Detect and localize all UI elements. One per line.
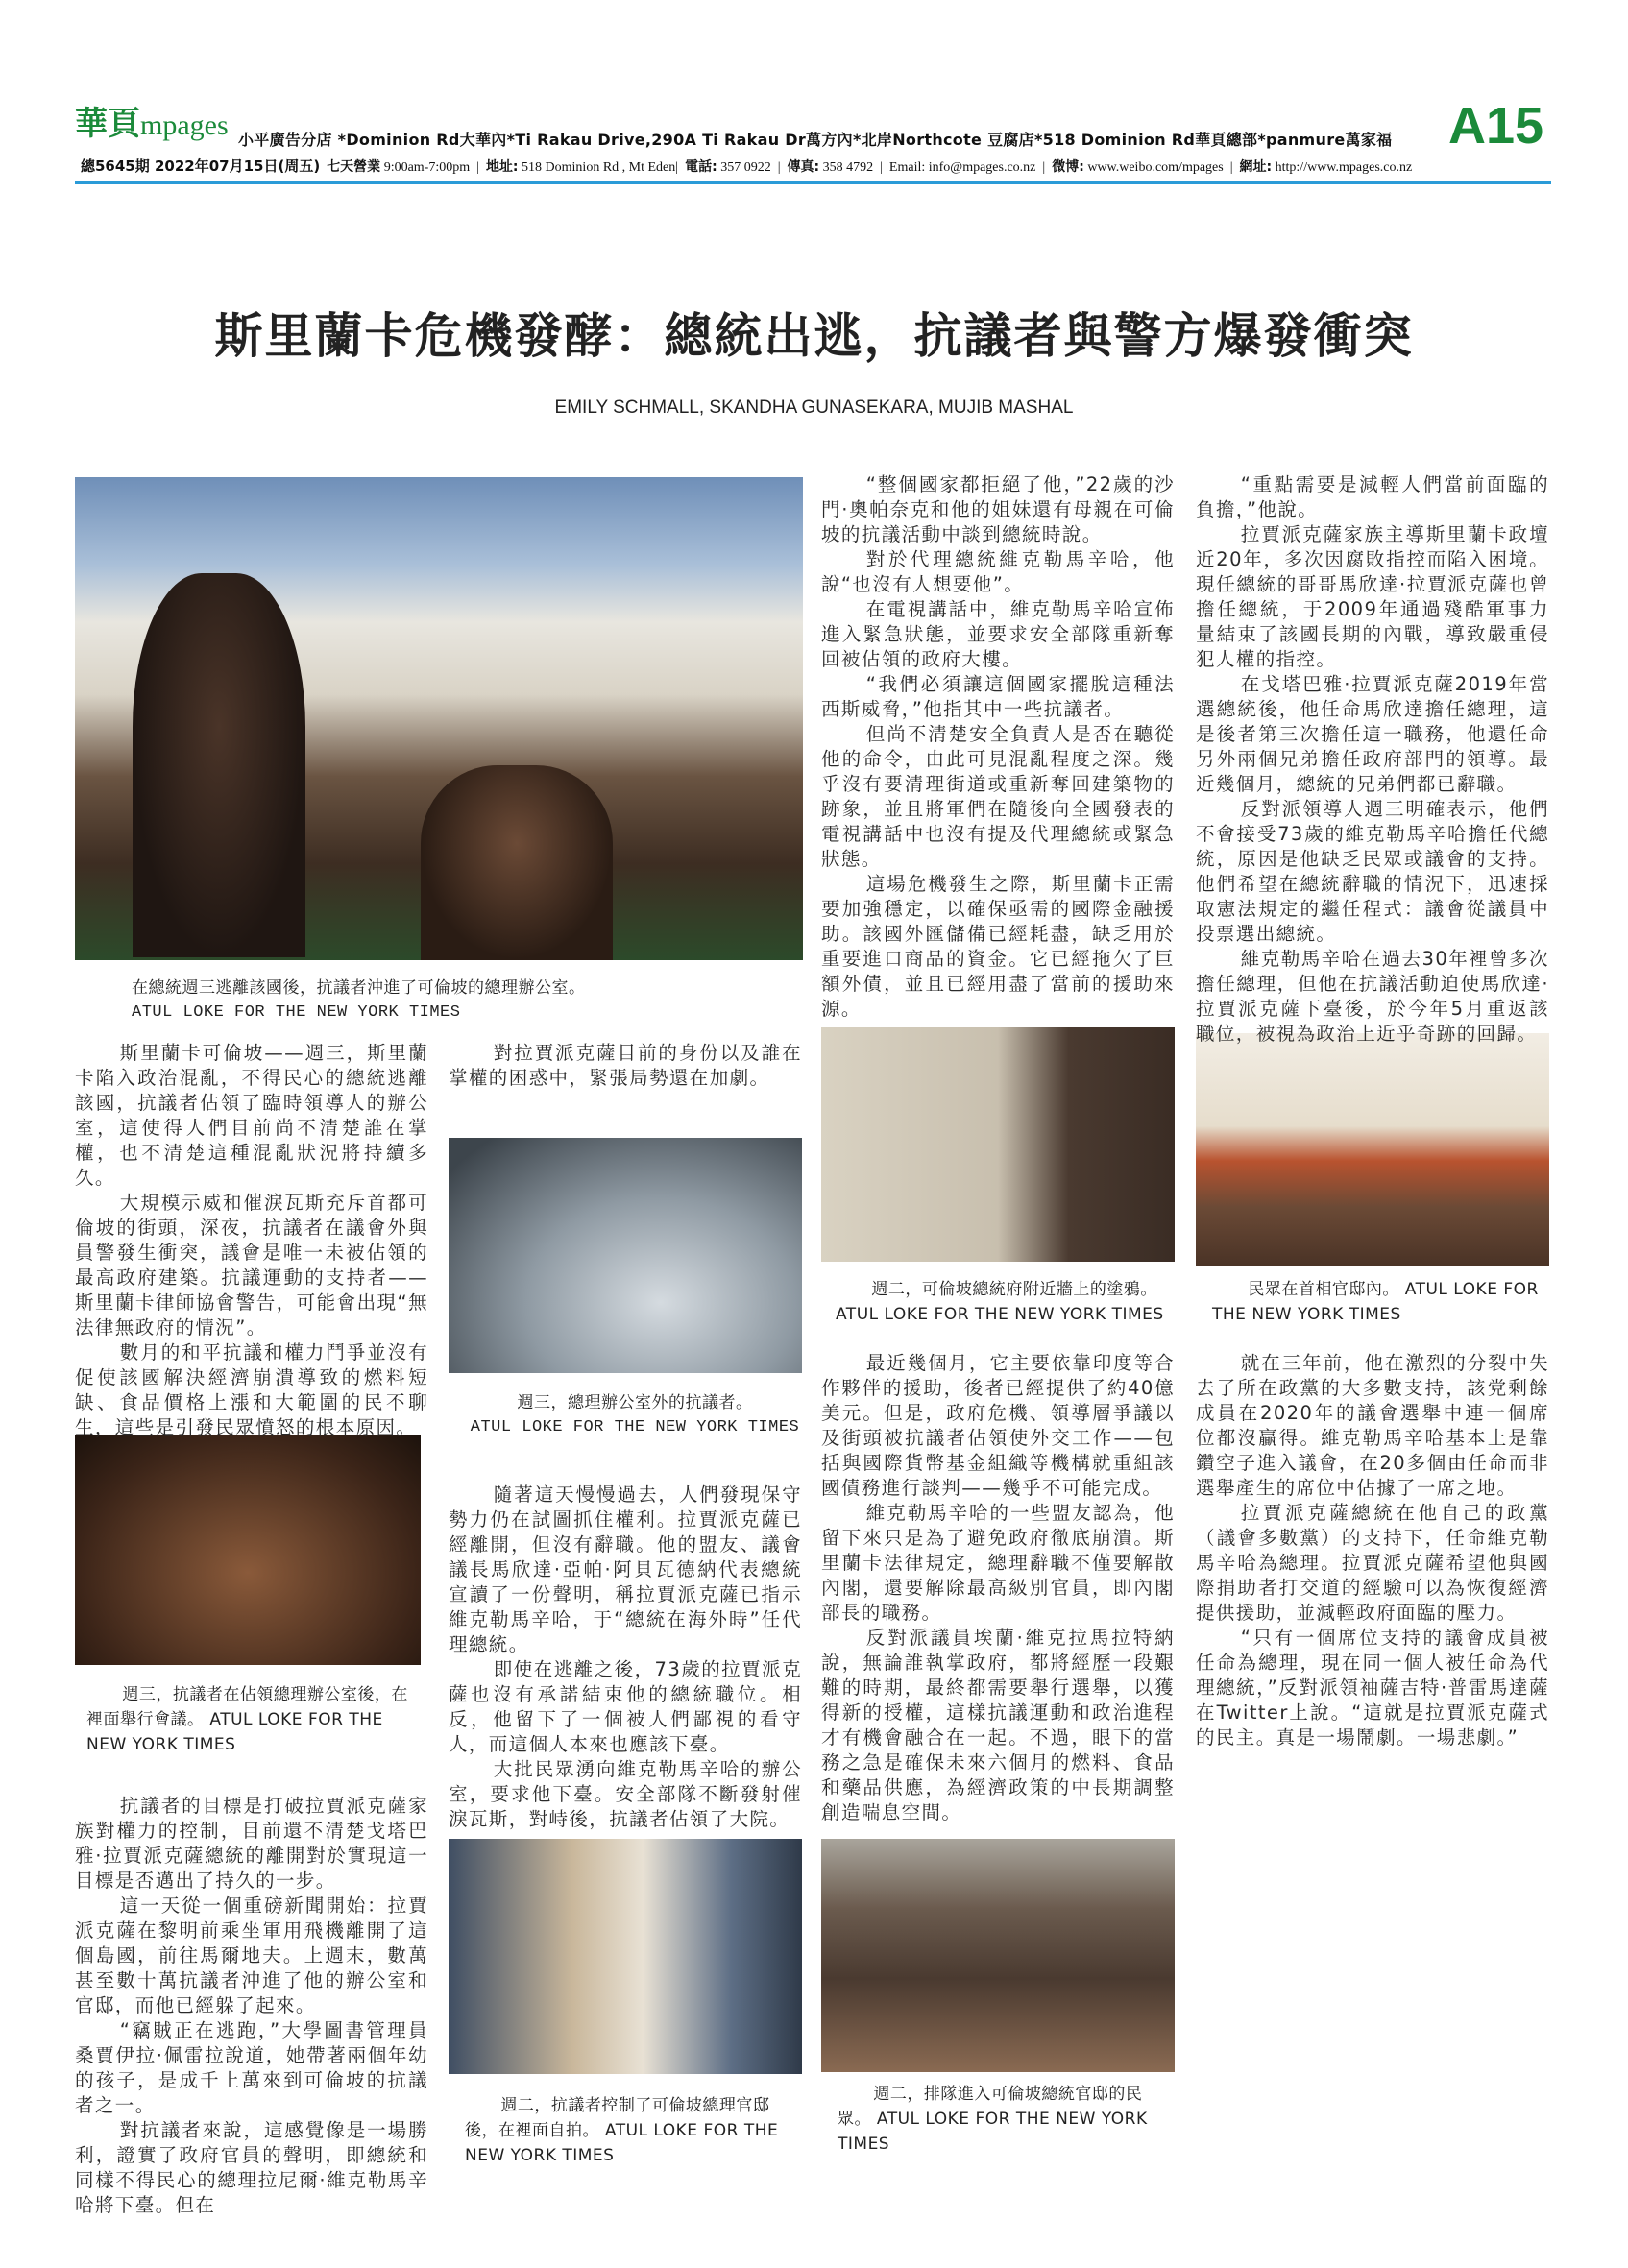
caption-text: 週三，總理辦公室外的抗議者。 bbox=[517, 1393, 753, 1412]
article-column-3-bottom bbox=[821, 1351, 1175, 1825]
article-paragraph: 這場危機發生之際，斯里蘭卡正需要加強穩定，以確保亟需的國際金融援助。該國外匯儲備已經耗盡，缺乏用於重要進口商品的資金。它已經拖欠了巨額外債，並且已經用盡了當前的援助來源。 bbox=[821, 873, 1175, 1020]
photo-caption-residence bbox=[1212, 1277, 1548, 1327]
caption-text: 週二，抗議者控制了可倫坡總理官邸後，在裡面自拍。 ATUL LOKE FOR THE NEW YORK TIMES bbox=[465, 2096, 779, 2165]
phone-label: 電話: bbox=[685, 159, 717, 175]
issue-number: 總5645期 2022年07月15日(周五) bbox=[81, 157, 321, 175]
article-paragraph: 維克勒馬辛哈的一些盟友認為，他留下來只是為了避免政府徹底崩潰。斯里蘭卡法律規定，總理辭職不僅要解散內閣，還要解除最高級別官員，即內閣部長的職務。 bbox=[821, 1502, 1175, 1624]
photo-caption-teargas bbox=[467, 1390, 803, 1440]
article-paragraph: 最近幾個月，它主要依靠印度等合作夥伴的援助，後者已經提供了約40億美元。但是，政府危機、領導層爭議以及街頭被抗議者佔領使外交工作——包括與國際貨幣基金組織等機構就重組該國債務進行談判——幾乎不可能完成。 bbox=[821, 1352, 1175, 1499]
hours-label: 七天營業 bbox=[327, 159, 381, 175]
article-title: 斯里蘭卡危機發酵：總統出逃，抗議者與警方爆發衝突 bbox=[214, 308, 1414, 364]
caption-text: 週三，抗議者在佔領總理辦公室後，在裡面舉行會議。 ATUL LOKE FOR THE NEW YORK TIMES bbox=[86, 1685, 408, 1754]
article-paragraph: 對抗議者來說，這感覺像是一場勝利，證實了政府官員的聲明，即總統和同樣不得民心的總理拉尼爾·維克勒馬辛哈將下臺。但在 bbox=[75, 2119, 428, 2216]
article-paragraph: 拉賈派克薩家族主導斯里蘭卡政壇近20年，多次因腐敗指控而陷入困境。現任總統的哥哥馬欣達·拉賈派克薩也曾擔任總統，于2009年通過殘酷軍事力量結束了該國長期的內戰，導致嚴重侵犯人權的指控。 bbox=[1196, 523, 1549, 670]
article-paragraph: 反對派議員埃蘭·維克拉馬拉特納說，無論誰執掌政府，都將經歷一段艱難的時期，最終都需要舉行選舉，以獲得新的授權，這樣抗議運動和政治進程才有機會融合在一起。不過，眼下的當務之急是確保未來六個月的燃料、食品和藥品供應，為經濟政策的中長期調整創造喘息空間。 bbox=[821, 1627, 1175, 1823]
photo-meeting bbox=[75, 1435, 421, 1665]
article-paragraph: 在電視講話中，維克勒馬辛哈宣佈進入緊急狀態，並要求安全部隊重新奪回被佔領的政府大樓。 bbox=[821, 598, 1175, 670]
article-column-1-top bbox=[75, 1041, 428, 1440]
article-column-1-bottom bbox=[75, 1794, 428, 2218]
article-paragraph: 就在三年前，他在激烈的分裂中失去了所在政黨的大多數支持，該党剩餘成員在2020年的議會選舉中連一個席位都沒贏得。維克勒馬辛哈基本上是靠鑽空子進入議會，在20多個由任命而非選舉產生的席位中佔據了一席之地。 bbox=[1196, 1352, 1549, 1499]
phone: 357 0922 bbox=[720, 160, 771, 175]
fax-label: 傳真: bbox=[787, 159, 820, 175]
article-paragraph: 數月的和平抗議和權力鬥爭並沒有促使該國解決經濟崩潰導致的燃料短缺、食品價格上漲和大範圍的民不聊生，這些是引發民眾憤怒的根本原因。 bbox=[75, 1341, 428, 1438]
email: Email: info@mpages.co.nz bbox=[888, 160, 1036, 175]
byline: EMILY SCHMALL, SKANDHA GUNASEKARA, MUJIB MASHAL bbox=[554, 398, 1074, 418]
weibo-label: 微博: bbox=[1052, 159, 1084, 175]
article-paragraph: “只有一個席位支持的議會成員被任命為總理，現在同一個人被任命為代理總統，”反對派領袖薩吉特·普雷馬達薩在Twitter上說。“這就是拉賈派克薩式的民主。真是一場鬧劇。一場悲劇。” bbox=[1196, 1627, 1549, 1749]
article-paragraph: 斯里蘭卡可倫坡——週三，斯里蘭卡陷入政治混亂，不得民心的總統逃離該國，抗議者佔領了臨時領導人的辦公室，這使得人們目前尚不清楚誰在掌權，也不清楚這種混亂狀況將持續多久。 bbox=[75, 1042, 428, 1189]
logo-english: mpages bbox=[140, 109, 229, 141]
article-column-4-bottom bbox=[1196, 1351, 1549, 1750]
address: 518 Dominion Rd , Mt Eden| bbox=[522, 160, 679, 175]
header-divider bbox=[75, 181, 1551, 184]
hours: 9:00am-7:00pm bbox=[383, 160, 471, 175]
article-paragraph: 但尚不清楚安全負責人是否在聽從他的命令，由此可見混亂程度之深。幾乎沒有要清理街道或重新奪回建築物的跡象，並且將軍們在隨後向全國發表的電視講話中也沒有提及代理總統或緊急狀態。 bbox=[821, 723, 1175, 870]
article-paragraph: 大規模示威和催淚瓦斯充斥首都可倫坡的街頭，深夜，抗議者在議會外與員警發生衝突，議會是唯一未被佔領的最高政府建築。抗議運動的支持者——斯里蘭卡律師協會警告，可能會出現“無法律無政府的情況”。 bbox=[75, 1192, 428, 1339]
article-paragraph: 維克勒馬辛哈在過去30年裡曾多次擔任總理，但他在抗議活動迫使馬欣達·拉賈派克薩下臺後，於今年5月重返該職位，被視為政治上近乎奇跡的回歸。 bbox=[1196, 948, 1549, 1045]
photo-caption-graffiti bbox=[836, 1277, 1172, 1327]
article-paragraph: 在戈塔巴雅·拉賈派克薩2019年當選總統後，他任命馬欣達擔任總理，這是後者第三次擔任這一職務，他還任命另外兩個兄弟擔任政府部門的領導。最近幾個月，總統的兄弟們都已辭職。 bbox=[1196, 673, 1549, 795]
address-label: 地址: bbox=[485, 159, 519, 175]
article-paragraph: “整個國家都拒絕了他，”22歲的沙門·奧帕奈克和他的姐妹還有母親在可倫坡的抗議活動中談到總統時說。 bbox=[821, 473, 1175, 545]
issue-info-line: 總5645期 2022年07月15日(周五) 七天營業 9:00am-7:00pm | 地址: 518 Dominion Rd , Mt Eden| 電話: 357 0922 | 傳真: 358 4792 | Email: info@mpages.co.nz | 微博: www.weibo.com/mpages | 網址: http://www.mpages.co.nz bbox=[81, 157, 1413, 175]
photo-protesters-storm-office bbox=[75, 477, 803, 960]
article-paragraph: 隨著這天慢慢過去，人們發現保守勢力仍在試圖抓住權利。拉賈派克薩已經離開，但沒有辭職。他的盟友、議會議長馬欣達·亞帕·阿貝瓦德納代表總統宣讀了一份聲明，稱拉賈派克薩已指示維克勒馬辛哈，于“總統在海外時”任代理總統。 bbox=[449, 1484, 802, 1655]
photo-queue bbox=[821, 1839, 1175, 2072]
website: http://www.mpages.co.nz bbox=[1275, 160, 1413, 175]
photo-caption-meeting bbox=[86, 1682, 418, 1757]
photo-selfie bbox=[449, 1839, 802, 2074]
fax: 358 4792 bbox=[822, 160, 874, 175]
mpages-logo bbox=[75, 105, 229, 143]
photo-tear-gas bbox=[449, 1138, 802, 1373]
photo-caption-selfie bbox=[465, 2093, 801, 2168]
logo-chinese: 華頁 bbox=[75, 105, 140, 143]
article-column-2-top bbox=[449, 1041, 802, 1091]
outlets-line: 小平廣告分店 *Dominion Rd大華內*Ti Rakau Drive,290A Ti Rakau Dr萬方內*北岸Northcote 豆腐店*518 Dominion Rd華頁總部*panmure萬家福 bbox=[238, 131, 1393, 149]
page-number: A15 bbox=[1448, 97, 1544, 155]
article-column-3-top bbox=[821, 472, 1175, 1022]
caption-text: 民眾在首相官邸內。 ATUL LOKE FOR THE NEW YORK TIMES bbox=[1212, 1280, 1539, 1324]
caption-text: 週二，排隊進入可倫坡總統官邸的民眾。 ATUL LOKE FOR THE NEW YORK TIMES bbox=[838, 2085, 1148, 2154]
photo-graffiti bbox=[821, 1027, 1175, 1262]
article-paragraph: 這一天從一個重磅新聞開始：拉賈派克薩在黎明前乘坐軍用飛機離開了這個島國，前往馬爾地夫。上週末，數萬甚至數十萬抗議者沖進了他的辦公室和官邸，而他已經躲了起來。 bbox=[75, 1894, 428, 2016]
web-label: 網址: bbox=[1239, 159, 1273, 175]
article-paragraph: “我們必須讓這個國家擺脫這種法西斯威脅，”他指其中一些抗議者。 bbox=[821, 673, 1175, 720]
article-paragraph: 即使在逃離之後，73歲的拉賈派克薩也沒有承諾結束他的總統職位。相反，他留下了一個被人們鄙視的看守人，而這個人本來也應該下臺。 bbox=[449, 1658, 802, 1755]
article-paragraph: 反對派領導人週三明確表示，他們不會接受73歲的維克勒馬辛哈擔任代總統，原因是他缺乏民眾或議會的支持。他們希望在總統辭職的情況下，迅速採取憲法規定的繼任程式：議會從議員中投票選出總統。 bbox=[1196, 798, 1549, 945]
article-paragraph: “竊賊正在逃跑，”大學圖書管理員桑賈伊拉·佩雷拉說道，她帶著兩個年幼的孩子，是成千上萬來到可倫坡的抗議者之一。 bbox=[75, 2019, 428, 2116]
article-column-4-top bbox=[1196, 472, 1549, 1047]
article-paragraph: 對拉賈派克薩目前的身份以及誰在掌權的困惑中，緊張局勢還在加劇。 bbox=[449, 1042, 802, 1089]
photo-credit: ATUL LOKE FOR THE NEW YORK TIMES bbox=[132, 1003, 461, 1022]
article-paragraph: “重點需要是減輕人們當前面臨的負擔，”他說。 bbox=[1196, 473, 1549, 520]
photo-credit: ATUL LOKE FOR THE NEW YORK TIMES bbox=[470, 1418, 800, 1436]
article-paragraph: 抗議者的目標是打破拉賈派克薩家族對權力的控制，目前還不清楚戈塔巴雅·拉賈派克薩總統的離開對於實現這一目標是否邁出了持久的一步。 bbox=[75, 1795, 428, 1892]
article-paragraph: 大批民眾湧向維克勒馬辛哈的辦公室，要求他下臺。安全部隊不斷發射催淚瓦斯，對峙後，抗議者佔領了大院。 bbox=[449, 1758, 802, 1830]
caption-text: 週二，可倫坡總統府附近牆上的塗鴉。 ATUL LOKE FOR THE NEW YORK TIMES bbox=[836, 1280, 1164, 1324]
photo-caption-queue bbox=[838, 2082, 1174, 2157]
article-column-2-middle bbox=[449, 1483, 802, 1832]
article-paragraph: 對於代理總統維克勒馬辛哈，他說“也沒有人想要他”。 bbox=[821, 548, 1175, 595]
photo-residence-interior bbox=[1196, 1033, 1549, 1266]
weibo: www.weibo.com/mpages bbox=[1087, 160, 1224, 175]
article-paragraph: 拉賈派克薩總統在他自己的政黨（議會多數黨）的支持下，任命維克勒馬辛哈為總理。拉賈派克薩希望他與國際捐助者打交道的經驗可以為恢復經濟提供援助，並減輕政府面臨的壓力。 bbox=[1196, 1502, 1549, 1624]
caption-text: 在總統週三逃離該國後，抗議者沖進了可倫坡的總理辦公室。 bbox=[132, 978, 586, 998]
photo-caption-main bbox=[132, 976, 804, 1025]
